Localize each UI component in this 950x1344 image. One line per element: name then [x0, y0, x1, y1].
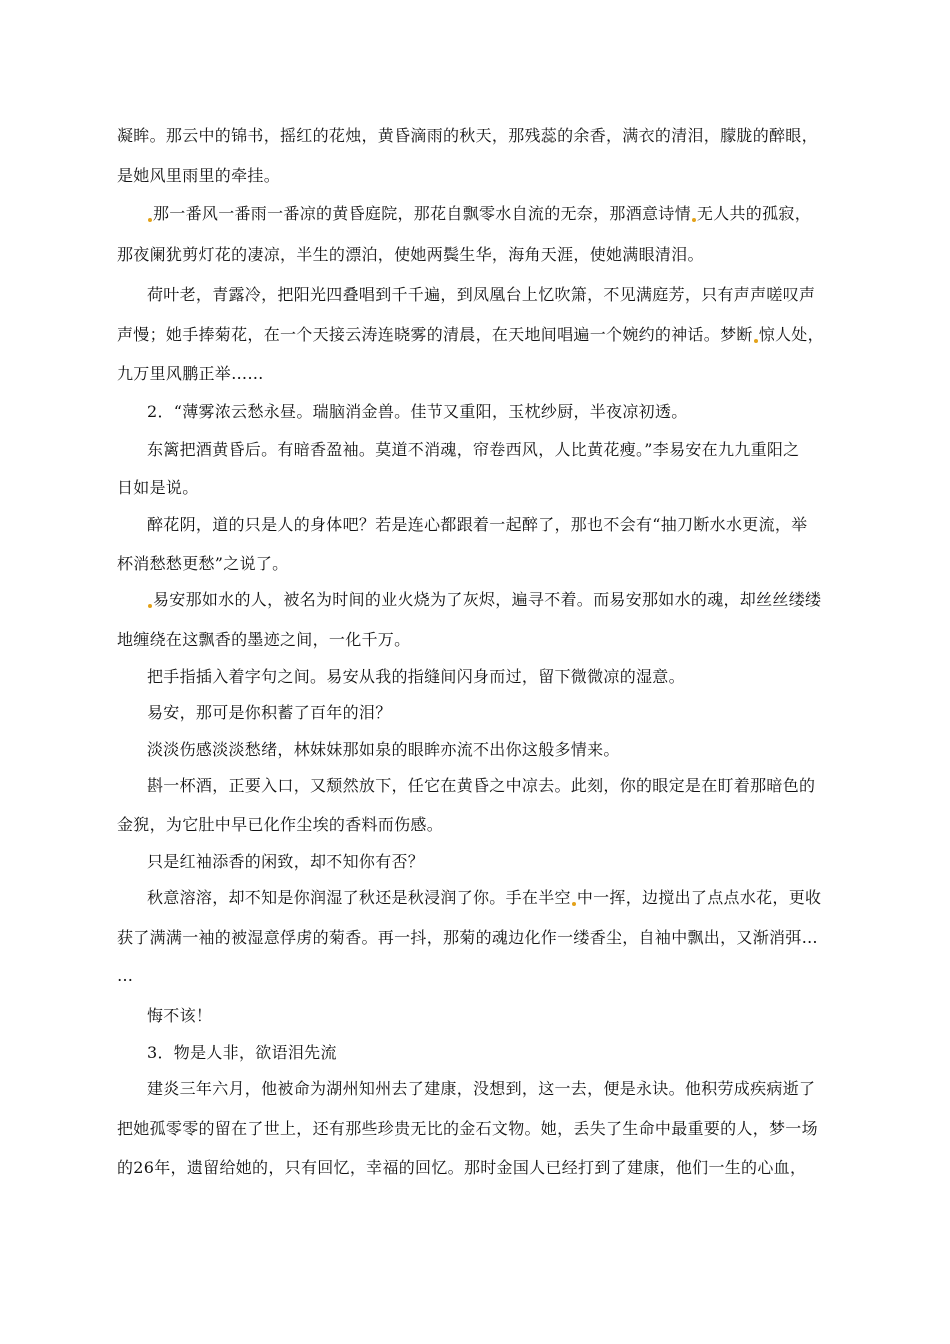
text-line: [147, 590, 837, 610]
text-line: 斟一杯酒，正要入口，又颓然放下，任它在黄昏之中凉去。此刻，你的眼定是在盯着那暗色的: [147, 776, 816, 795]
text-segment: 那一番风一番雨一番凉的黄昏庭院，那花自飘零水自流的无奈，那酒意诗情: [153, 204, 691, 223]
text-line: 把她孤零零的留在了世上，还有那些珍贵无比的金石文物。她，丢失了生命中最重要的人，梦一场: [117, 1119, 818, 1138]
text-line: 的26年，遗留给她的，只有回忆，幸福的回忆。那时金国人已经打到了建康，他们一生的心血，: [117, 1158, 807, 1177]
text-line: 凝眸。那云中的锦书，摇红的花烛，黄昏滴雨的秋天，那残蕊的余香，满衣的清泪，朦胧的醉眼，: [117, 126, 818, 145]
text-line: 只是红袖添香的闲致，却不知你有否？: [147, 852, 425, 871]
text-line: 2．“薄雾浓云愁永昼。瑞脑消金兽。佳节又重阳，玉枕纱厨，半夜凉初透。: [147, 402, 688, 421]
text-line: 获了满满一袖的被湿意俘虏的菊香。再一抖，那菊的魂边化作一缕香尘，自袖中飘出，又渐消弭…: [117, 928, 818, 947]
text-line: [117, 325, 837, 345]
revision-mark-icon: [148, 604, 152, 608]
text-line: 把手指插入着字句之间。易安从我的指缝间闪身而过，留下微微凉的湿意。: [147, 667, 685, 686]
text-segment: 中一挥，边搅出了点点水花，更收: [576, 888, 822, 907]
text-line: 醉花阴，道的只是人的身体吧？若是连心都跟着一起醉了，那也不会有“抽刀断水水更流，举: [147, 515, 808, 534]
revision-mark-icon: [692, 218, 696, 222]
text-line: 杯消愁愁更愁”之说了。: [117, 554, 289, 573]
revision-mark-icon: [148, 218, 152, 222]
text-line: 荷叶老，青露冷，把阳光四叠唱到千千遍，到凤凰台上忆吹箫，不见满庭芳，只有声声嗟叹声: [147, 285, 816, 304]
text-line: 日如是说。: [117, 478, 199, 497]
text-line: 金猊，为它肚中早已化作尘埃的香料而伤感。: [117, 815, 444, 834]
text-line: 东篱把酒黄昏后。有暗香盈袖。莫道不消魂，帘卷西风，人比黄花瘦。”李易安在九九重阳之: [147, 440, 800, 459]
revision-mark-icon: [572, 902, 576, 906]
text-line: 是她风里雨里的牵挂。: [117, 166, 281, 185]
text-line: 地缠绕在这飘香的墨迹之间，一化千万。: [117, 630, 411, 649]
text-line: [147, 888, 837, 908]
text-line: 建炎三年六月，他被命为湖州知州去了建康，没想到，这一去，便是永诀。他积劳成疾病逝了: [147, 1079, 816, 1098]
text-line: …: [117, 966, 134, 985]
text-line: 那夜阑犹剪灯花的凄凉，半生的漂泊，使她两鬓生华，海角天涯，使她满眼清泪。: [117, 245, 704, 264]
text-segment: 无人共的孤寂，: [696, 204, 812, 223]
revision-mark-icon: [754, 339, 758, 343]
text-segment: 声慢；她手捧菊花，在一个天接云涛连晓雾的清晨，在天地间唱遍一个婉约的神话。梦断: [117, 325, 753, 344]
text-segment: 秋意溶溶，却不知是你润湿了秋还是秋浸润了你。手在半空: [147, 888, 571, 907]
text-line: 淡淡伤感淡淡愁绪，林妹妹那如泉的眼眸亦流不出你这般多情来。: [147, 740, 620, 759]
text-segment: 易安那如水的人，被名为时间的业火烧为了灰烬，遍寻不着。而易安那如水的魂，却丝丝缕缕: [153, 590, 822, 609]
text-segment: 惊人处，: [758, 325, 824, 344]
text-line: 易安，那可是你积蓄了百年的泪？: [147, 703, 392, 722]
text-line: 3．物是人非，欲语泪先流: [147, 1043, 337, 1062]
text-line: 九万里风鹏正举……: [117, 364, 264, 383]
text-line: 悔不该！: [147, 1006, 213, 1025]
text-line: [147, 204, 837, 224]
